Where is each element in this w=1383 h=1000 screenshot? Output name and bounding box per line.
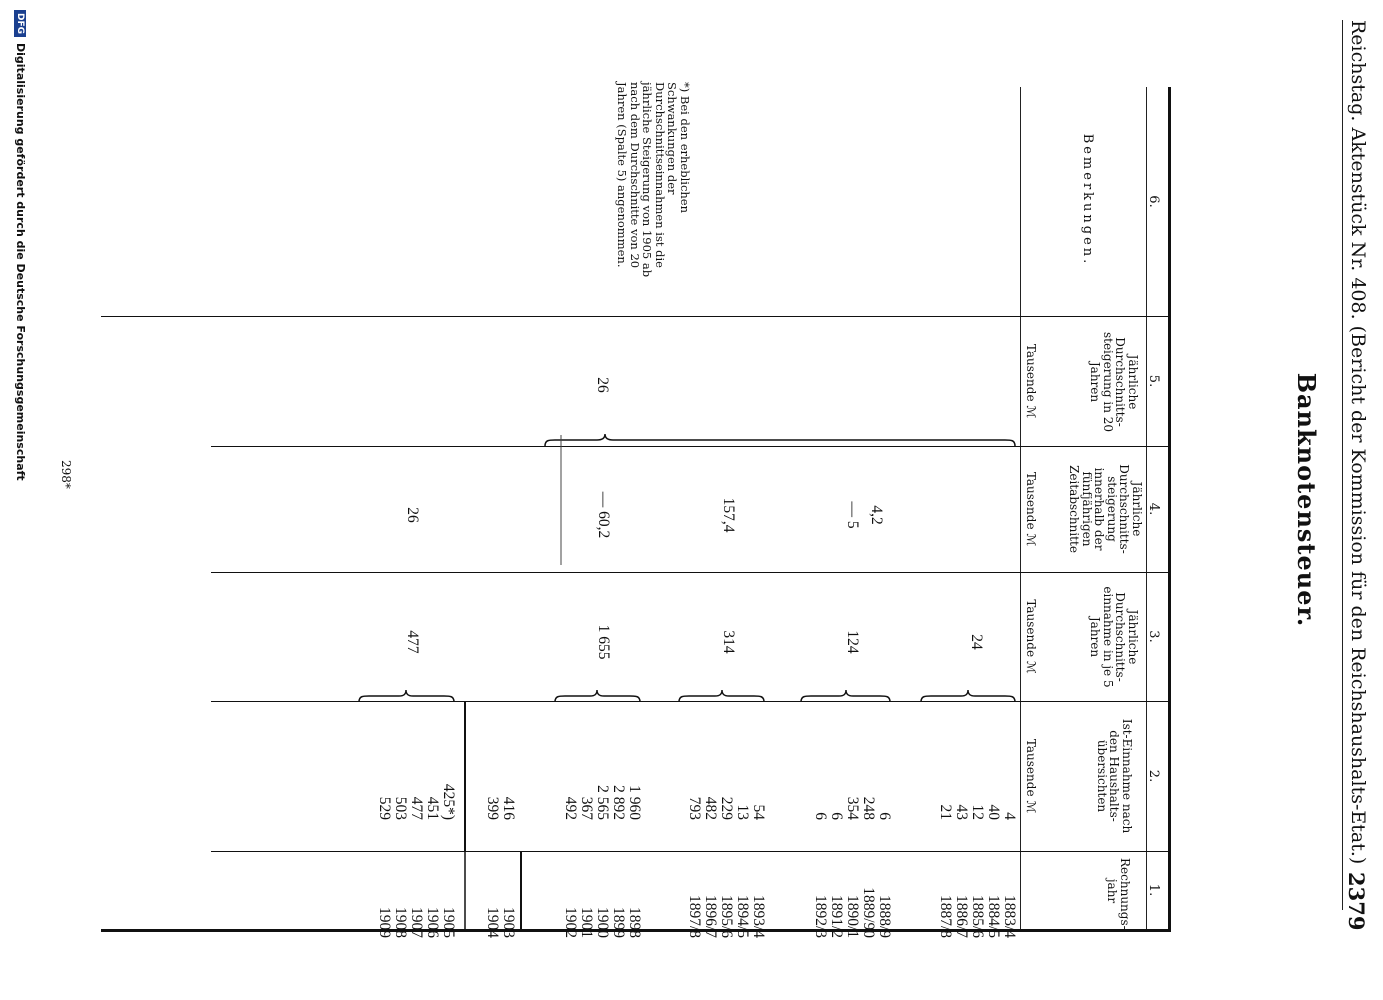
increase-cell: 157,4 <box>720 497 737 533</box>
heading-bemerkungen: Bemerkungen. <box>1080 133 1095 267</box>
section-title: Banknotensteuer. <box>1292 372 1321 628</box>
page-number: 2379 <box>1344 872 1369 931</box>
colnum-4: 4. <box>1146 502 1161 516</box>
year-cell: 1903 1904 <box>483 907 517 938</box>
colnum-5: 5. <box>1146 374 1161 388</box>
brace-group-1 <box>921 690 1015 702</box>
heading-rechnungsjahr: Rechnungs-jahr <box>1105 858 1132 930</box>
brace-group-6 <box>359 690 454 702</box>
value-cell: 4 40 12 43 21 <box>936 804 1018 820</box>
year-cell: 1893/4 1894/5 1895/6 1896/7 1897/8 <box>685 894 767 938</box>
average-cell: 477 <box>404 630 421 654</box>
colnum-2: 2. <box>1146 769 1161 783</box>
increase-cell: 26 <box>404 507 421 523</box>
brace-group-2 <box>801 690 890 702</box>
digitization-text: Digitalisierung gefördert durch die Deutsche Forschungsgemeinschaft <box>14 43 27 481</box>
unit-col4: Tausende ℳ <box>1024 471 1038 547</box>
colnum-3: 3. <box>1146 630 1161 643</box>
average-cell: 124 <box>844 630 861 654</box>
heading-ist-einnahme: Ist-Einnahme nach den Haushalts-übersichten <box>1095 718 1134 834</box>
colnum-6: 6. <box>1146 195 1161 208</box>
year-cell: 1883/4 1884/5 1885/6 1886/7 1887/8 <box>936 894 1018 938</box>
brace-group-3 <box>679 690 764 702</box>
increase-cell: — 60,2 <box>595 491 612 539</box>
increase-20-years-cell: 26 <box>594 377 611 393</box>
brace-group-4 <box>555 690 640 702</box>
value-cell: 6 248 354 6 6 <box>811 796 893 820</box>
unit-col3: Tausende ℳ <box>1024 599 1038 674</box>
year-cell: 1888/9 1889/90 1890/1 1891/2 1892/3 <box>811 887 893 938</box>
heading-durchschnittseinnahme: Jährliche Durchschnitts-einnahme in je 5 Jahren <box>1088 586 1140 688</box>
heading-steigerung-fuenfjaehrig: Jährliche Durchschnitts-steigerung innerhalb der fünfjährigen Zeitabschnitte <box>1067 464 1144 554</box>
increase-cell: 4,2 <box>868 505 885 525</box>
running-head: Reichstag. Aktenstück Nr. 408. (Bericht der Kommission für den Reichshaushalts-Etat.) <box>1347 20 1369 865</box>
value-cell: 54 13 229 482 793 <box>685 796 767 820</box>
brace-20-years <box>545 434 1015 446</box>
dfg-logo: DFG <box>14 10 26 37</box>
colnum-1: 1. <box>1146 883 1161 897</box>
sheet-number: 298* <box>59 460 73 489</box>
average-cell: 1 655 <box>595 624 612 660</box>
year-cell: 1905 1906 1907 1908 1909 <box>375 907 457 938</box>
footnote: *) Bei den erheblichen Schwankungen der Durchschnittseinnahmen ist die jährliche Steigerung von 1905 ab nach dem Durchschnitte von 20 Jahren (Spalte 5) angenommen. <box>615 82 692 278</box>
heading-steigerung-20-jahre: Jährliche Durchschnitts-steigerung in 20 Jahren <box>1088 331 1140 433</box>
unit-col5: Tausende ℳ <box>1024 343 1038 419</box>
digitization-note <box>14 10 27 990</box>
value-cell: 425*) 451 477 503 529 <box>375 783 457 820</box>
year-cell: 1898 1899 1900 1901 1902 <box>561 907 643 938</box>
average-cell: 24 <box>968 634 985 650</box>
increase-cell: — 5 <box>844 501 861 529</box>
value-cell: 416 399 <box>483 796 517 820</box>
unit-col2: Tausende ℳ <box>1024 738 1038 814</box>
average-cell: 314 <box>720 630 737 654</box>
value-cell: 1 960 2 892 2 565 367 492 <box>561 785 643 820</box>
